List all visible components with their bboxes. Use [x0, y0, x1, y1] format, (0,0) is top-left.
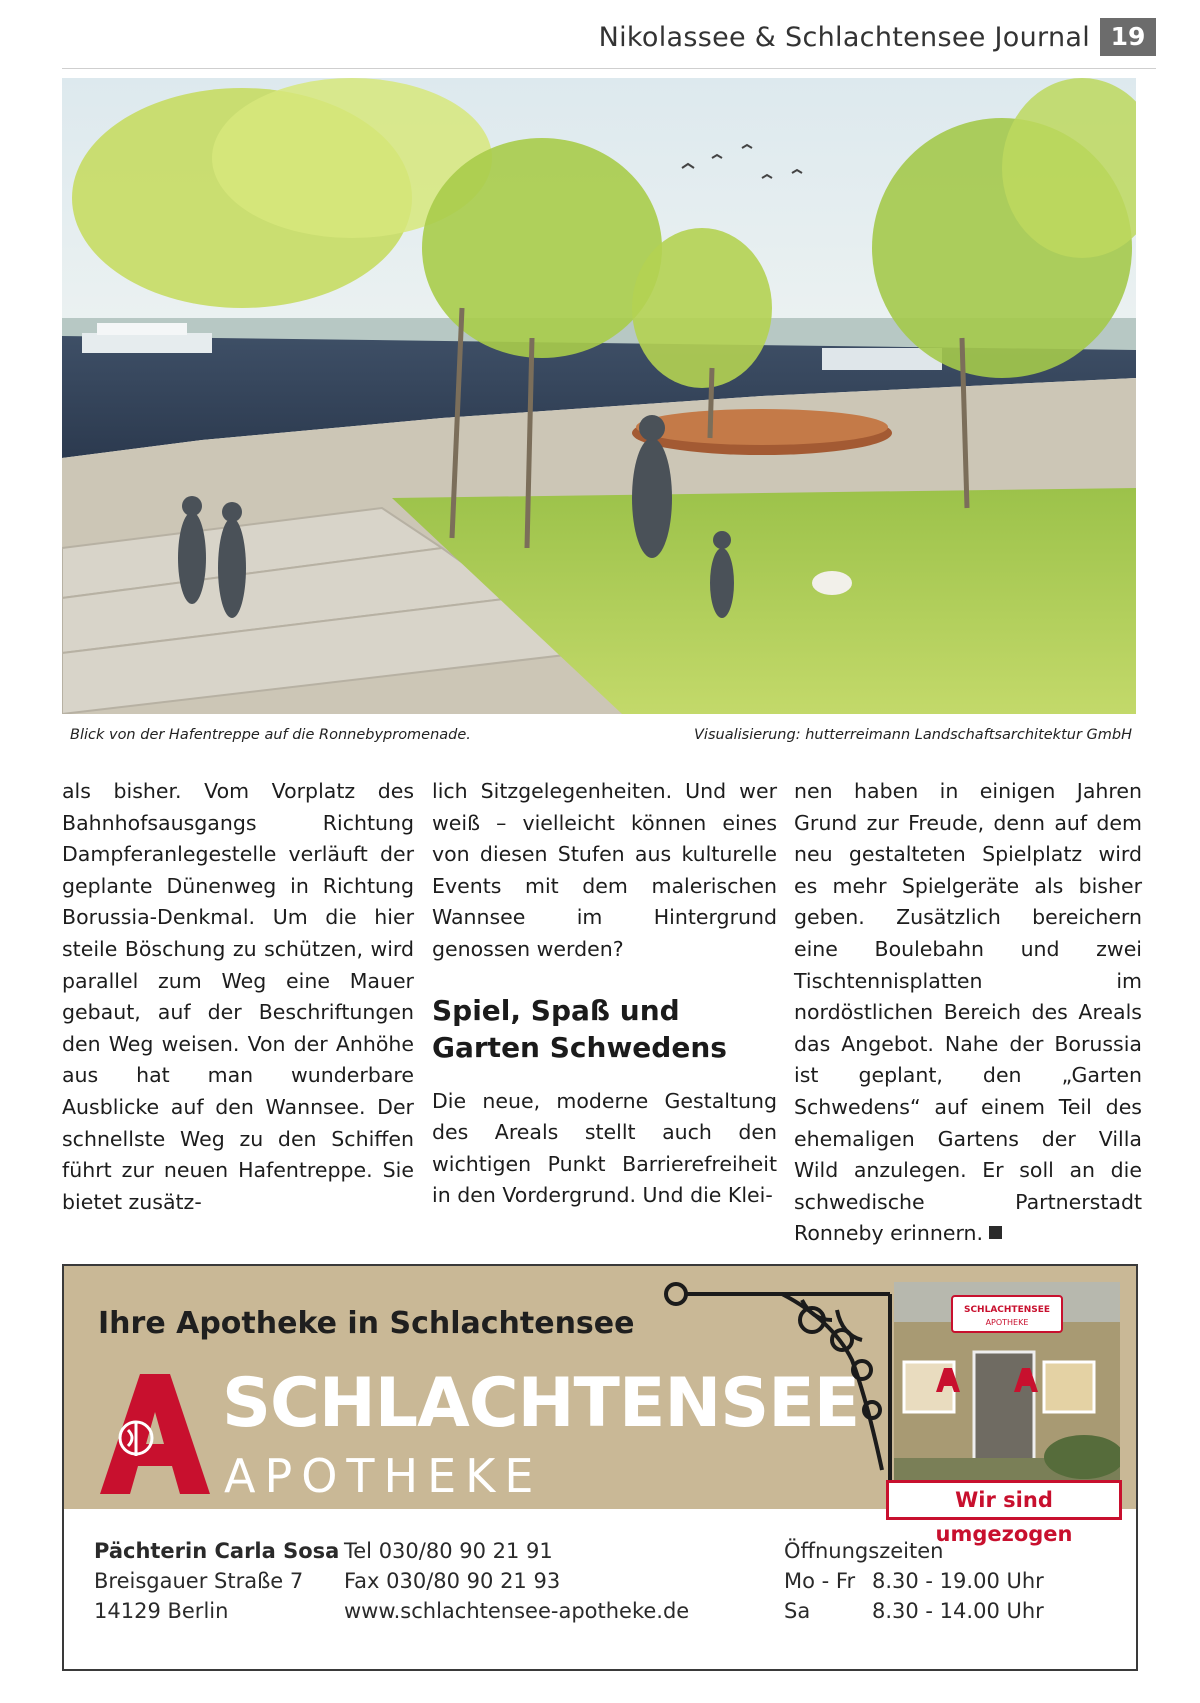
journal-title: Nikolassee & Schlachtensee Journal — [598, 22, 1090, 53]
brand-subtitle: APOTHEKE — [224, 1449, 543, 1503]
article-paragraph: Die neue, moderne Gestaltung des Areals stellt auch den wichtigen Punkt Barrierefreiheit in den Vordergrund. Und die Klei- — [432, 1088, 777, 1208]
pharmacy-address — [94, 1536, 339, 1626]
figure-caption: Blick von der Hafentreppe auf die Ronnebypromenade. — [70, 727, 471, 743]
promenade-illustration — [62, 78, 1136, 714]
city-address: 14129 Berlin — [94, 1599, 229, 1623]
storefront-photo — [894, 1282, 1120, 1508]
hours-day: Mo - Fr — [784, 1569, 856, 1593]
website-link[interactable]: www.schlachtensee-apotheke.de — [344, 1599, 690, 1623]
opening-hours-title: Öffnungszeiten — [784, 1539, 944, 1563]
opening-hours — [784, 1536, 1044, 1626]
article-column-1 — [62, 776, 414, 1218]
phone-number: Tel 030/80 90 21 91 — [344, 1539, 553, 1563]
page-number: 19 — [1100, 18, 1156, 56]
hours-day: Sa — [784, 1599, 811, 1623]
owner-name: Pächterin Carla Sosa — [94, 1539, 340, 1563]
pharmacy-a-logo-icon — [100, 1374, 210, 1498]
hours-time: 8.30 - 19.00 Uhr — [872, 1569, 1044, 1593]
ad-heading: Ihre Apotheke in Schlachtensee — [98, 1306, 635, 1341]
sign-bracket-icon — [662, 1280, 892, 1484]
article-paragraph: nen haben in einigen Jahren Grund zur Freude, denn auf dem neu gestalteten Spielplatz wird es mehr Spielgeräte als bisher geben. Zusätzlich bereichern eine Boulebahn und zwei Tischtennisplatten im nordöstlichen Bereich des Areals das Angebot. Nahe der Borussia ist geplant, den „Garten Schwedens“ auf einem Teil des ehemaligen Gartens der Villa Wild anzulegen. Er soll an die schwedische Partnerstadt Ronneby erinnern. — [794, 779, 1142, 1246]
end-of-article-mark — [989, 1226, 1002, 1239]
article-paragraph: als bisher. Vom Vorplatz des Bahnhofsausgangs Richtung Dampferanlegestelle verläuft der geplante Dünenweg in Richtung Borussia-Denkmal. Um die hier steile Böschung zu schützen, wird parallel zum Weg eine Mauer gebaut, auf der Beschriftungen den Weg weisen. Von der Anhöhe aus hat man wunderbare Ausblicke auf den Wannsee. Der schnellste Weg zu den Schiffen führt zur neuen Hafentreppe. Sie bietet zusätz- — [62, 779, 414, 1214]
page-header — [0, 18, 1200, 60]
hours-row — [784, 1596, 1044, 1626]
moved-notice-badge: Wir sind umgezogen — [886, 1480, 1122, 1520]
hours-row — [784, 1566, 1044, 1596]
pharmacy-contact — [344, 1536, 689, 1626]
brand-name: SCHLACHTENSEE — [222, 1364, 860, 1443]
street-address: Breisgauer Straße 7 — [94, 1569, 304, 1593]
article-paragraph: lich Sitzgelegenheiten. Und wer weiß – vielleicht können eines von diesen Stufen aus kulturelle Events mit dem malerischen Wannsee im Hintergrund genossen werden? — [432, 779, 777, 961]
article-column-3 — [794, 776, 1142, 1250]
article-subheading: Spiel, Spaß und Garten Schwedens — [432, 993, 727, 1064]
article-column-2 — [432, 776, 777, 1212]
figure-credit: Visualisierung: hutterreimann Landschaftsarchitektur GmbH — [694, 727, 1132, 743]
svg-text:SCHLACHTENSEE: SCHLACHTENSEE — [963, 1305, 1051, 1315]
ad-banner — [64, 1266, 1136, 1546]
pharmacy-advertisement — [62, 1264, 1138, 1671]
hours-time: 8.30 - 14.00 Uhr — [872, 1599, 1044, 1623]
fax-number: Fax 030/80 90 21 93 — [344, 1569, 561, 1593]
svg-text:APOTHEKE: APOTHEKE — [985, 1318, 1029, 1327]
header-divider — [62, 68, 1156, 69]
